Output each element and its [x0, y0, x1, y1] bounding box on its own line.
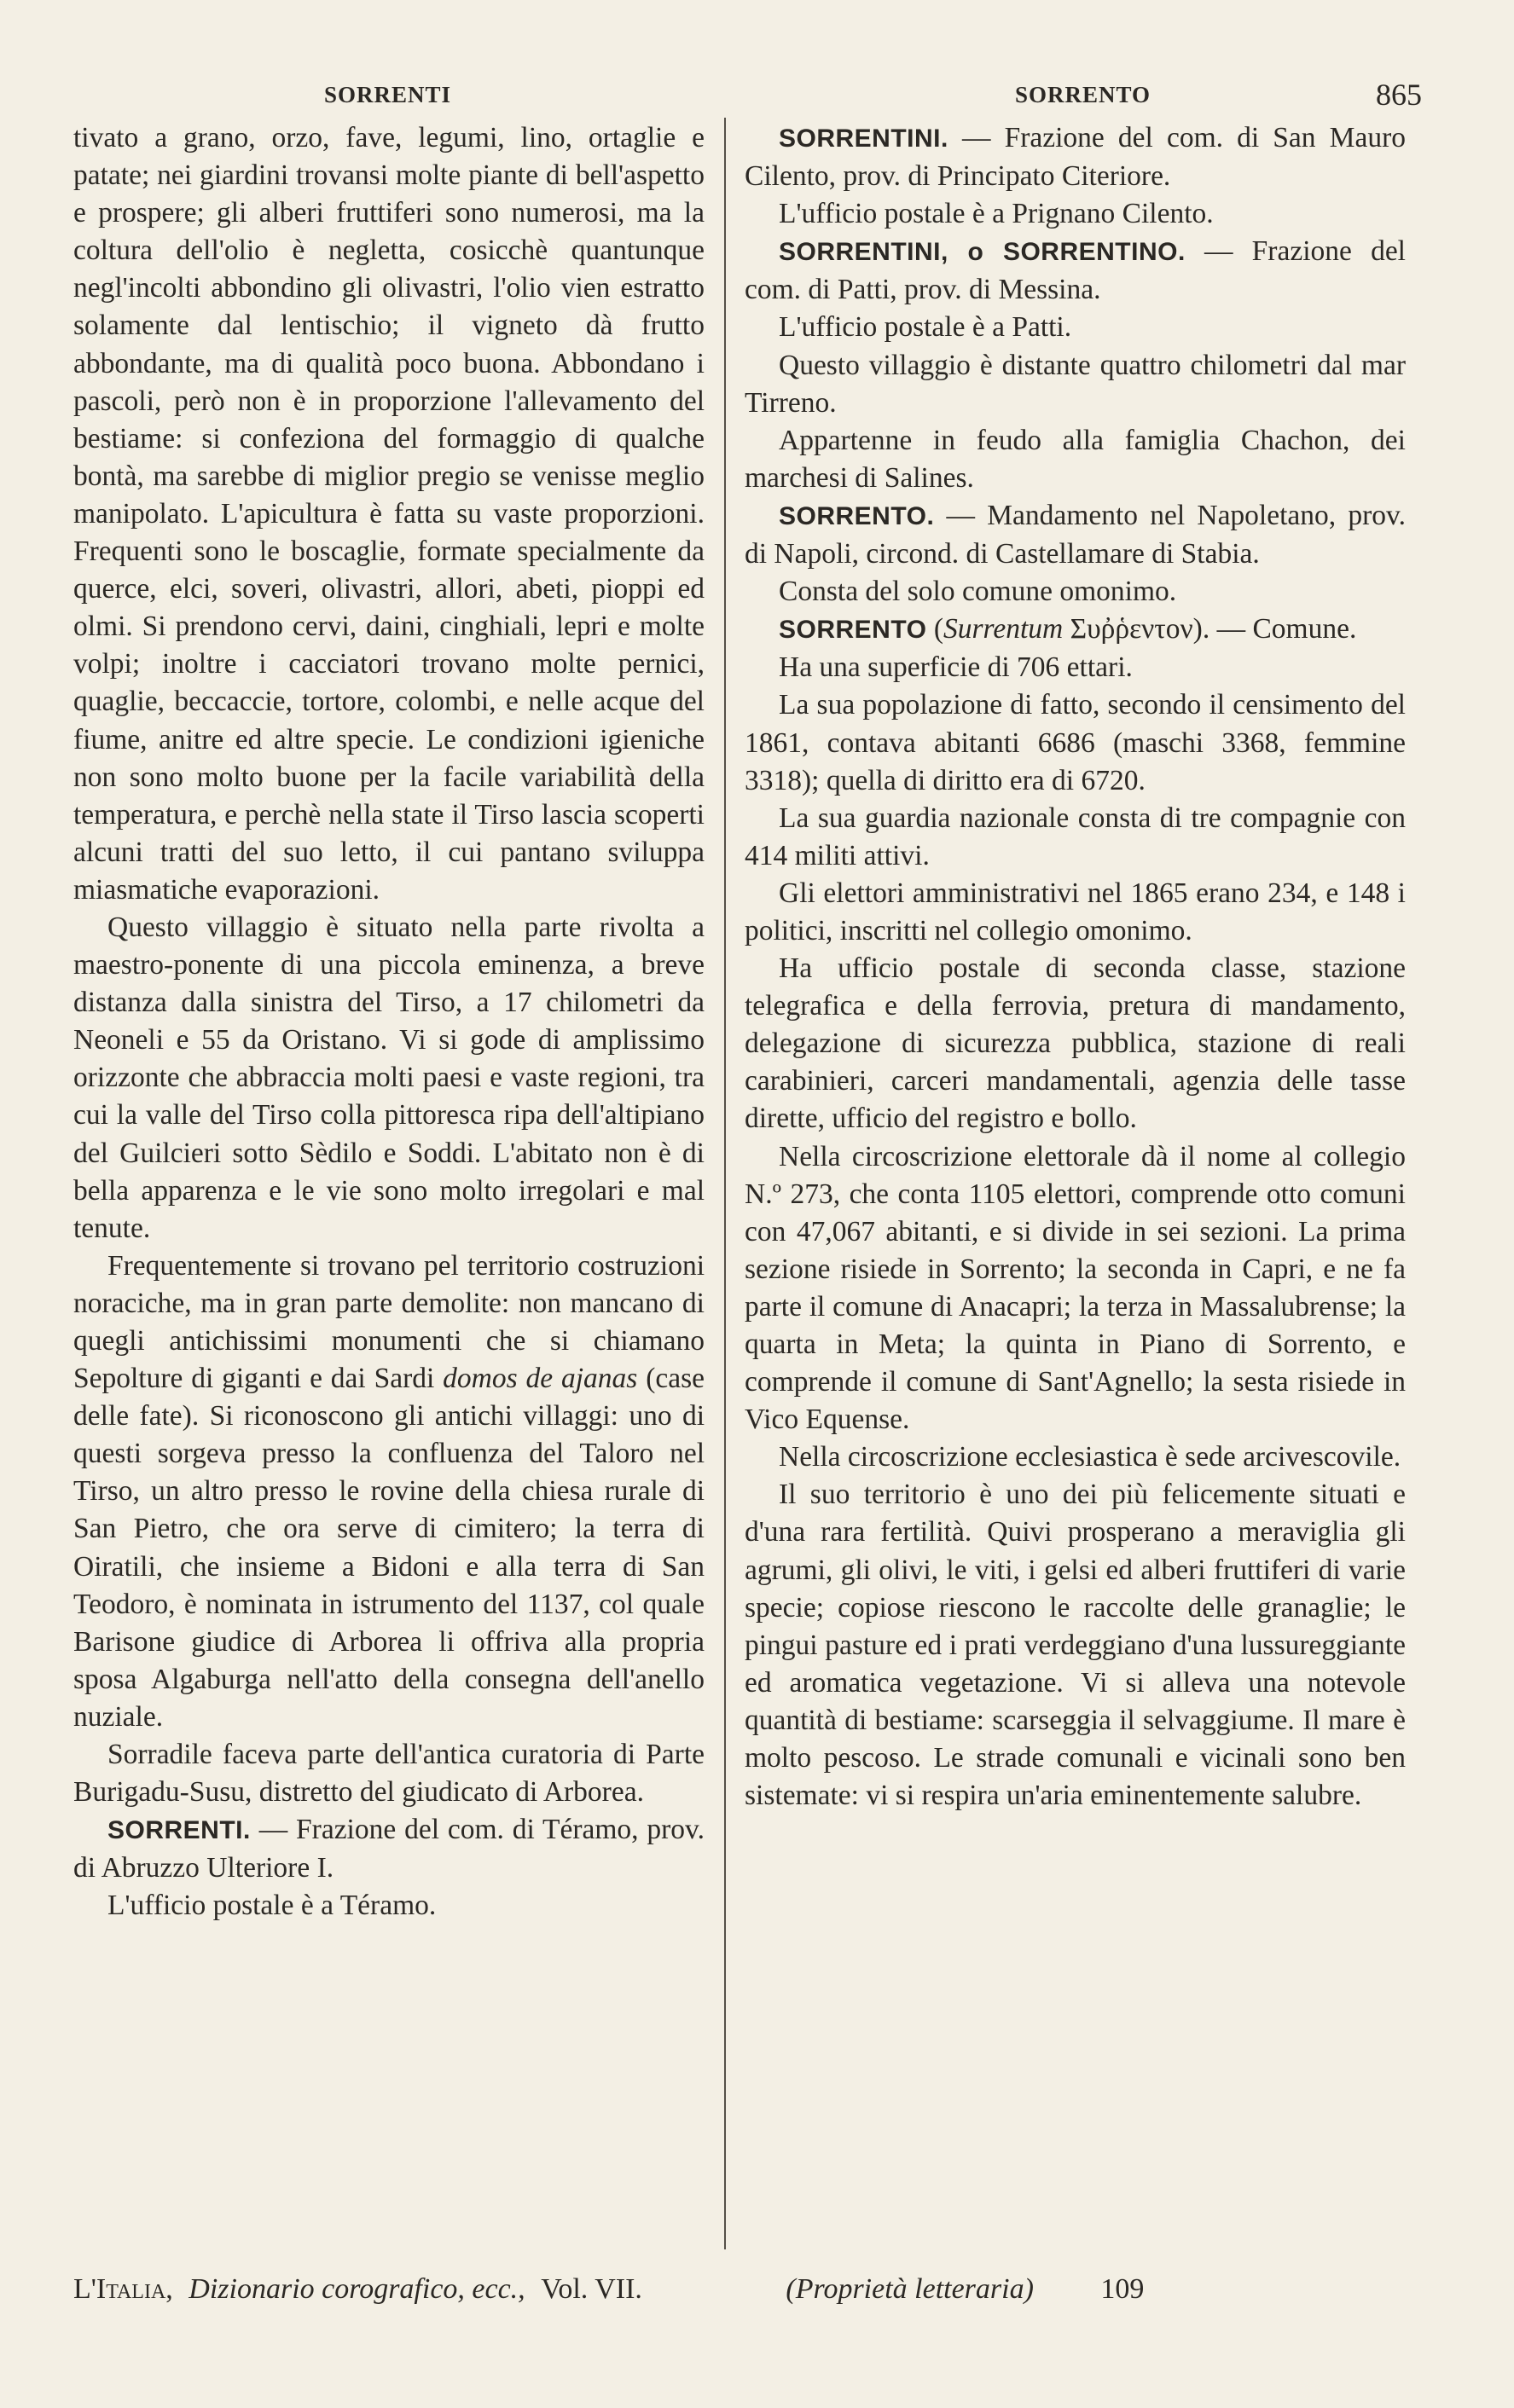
- paragraph: L'ufficio postale è a Prignano Cilento.: [779, 198, 1214, 230]
- footer-volume: Vol. VII.: [541, 2273, 642, 2305]
- page-number: 865: [1376, 78, 1422, 112]
- footer-title: Dizionario corografico, ecc.,: [189, 2273, 525, 2305]
- latin-name: Surrentum: [943, 613, 1064, 645]
- page-footer: [73, 2273, 1336, 2306]
- paragraph: L'ufficio postale è a Patti.: [779, 311, 1072, 344]
- footer-signature: 109: [1100, 2273, 1145, 2305]
- entry-text: — Mandamento nel Napoletano, prov. di Napoli, circond. di Castellamare di Stabia.: [745, 499, 1406, 570]
- running-head-left: SORRENTI: [324, 82, 452, 107]
- paragraph: Nella circoscrizione ecclesiastica è sede arcivescovile.: [779, 1441, 1401, 1473]
- entry-paragraph: [745, 497, 1406, 573]
- paragraph: tivato a grano, orzo, fave, legumi, lino, ortaglie e patate; nei giardini trovansi molte piante di bell'aspetto e prospere; gli alberi fruttiferi sono numerosi, ma la coltura dell'olio è negletta, cosicchè quantunque negl'incolti abbondino gli olivastri, l'olio vien estratto solamente dal lentischio; il vigneto dà frutto abbondante, ma di qualità poco buona. Abbondano i pascoli, però non è in proporzione l'allevamento del bestiame: si confeziona del formaggio di qualche bontà, ma sarebbe di miglior pregio se venisse meglio manipolato. L'apicultura è fatta su vaste proporzioni. Frequenti sono le boscaglie, formate specialmente da querce, elci, soveri, olivastri, allori, abeti, pioppi ed olmi. Si prendono cervi, daini, cinghiali, lepri e molte volpi; inoltre i cacciatori trovano molte pernici, quaglie, beccaccie, tortore, colombi, e nelle acque del fiume, anitre ed altre specie. Le condizioni igieniche non sono molto buone per la facile variabilità della temperatura, e perchè nella state il Tirso lascia scoperti alcuni tratti del suo letto, il cui pantano sviluppa miasmatiche evaporazioni.: [73, 122, 705, 906]
- entry-text: ). — Comune.: [1192, 613, 1357, 645]
- text-run: (: [926, 613, 943, 645]
- entry-heading: SORRENTO: [779, 616, 927, 645]
- paragraph: [73, 1247, 705, 1736]
- entry-heading: SORRENTO.: [779, 501, 935, 530]
- footer-rights: (Proprietà letteraria): [786, 2273, 1034, 2305]
- paragraph: Ha una superficie di 706 ettari.: [779, 651, 1133, 684]
- entry-text: — Frazione del com. di Téramo, prov. di Abruzzo Ulteriore I.: [73, 1814, 705, 1884]
- paragraph: Consta del solo comune omonimo.: [779, 576, 1177, 608]
- entry-heading: SORRENTI.: [107, 1816, 251, 1845]
- entry-paragraph: [745, 233, 1406, 309]
- entry-heading: SORRENTINI, o SORRENTINO.: [779, 238, 1186, 267]
- greek-name: Συῤῥεντον: [1063, 613, 1193, 645]
- text-run: (case delle fate). Si riconoscono gli antichi villaggi: uno di questi sorgeva presso la confluenza del Taloro nel Tirso, un altro presso le rovine della chiesa rurale di San Pietro, che ora serve di cimitero; la terra di Oiratili, che insieme a Bidoni e alla terra di San Teodoro, è nominata in istrumento del 1137, col quale Barisone giudice di Arborea li offriva alla propria sposa Algaburga nell'atto della consegna dell'anello nuziale.: [73, 1363, 705, 1733]
- paragraph: La sua guardia nazionale consta di tre compagnie con 414 militi attivi.: [745, 802, 1406, 871]
- running-head-right: SORRENTO: [1015, 82, 1151, 107]
- entry-text: — Frazione del com. di San Mauro Cilento, prov. di Principato Citeriore.: [745, 122, 1406, 193]
- paragraph: Gli elettori amministrativi nel 1865 erano 234, e 148 i politici, inscritti nel collegio omonimo.: [745, 877, 1406, 946]
- paragraph: Ha ufficio postale di seconda classe, stazione telegrafica e della ferrovia, pretura di mandamento, delegazione di sicurezza pubblica, stazione di reali carabinieri, carceri mandamentali, agenzia delle tasse dirette, ufficio del registro e bollo.: [745, 952, 1406, 1135]
- paragraph: L'ufficio postale è a Téramo.: [107, 1890, 437, 1922]
- paragraph: Nella circoscrizione elettorale dà il nome al collegio N.º 273, che conta 1105 elettori, comprende otto comuni con 47,067 abitanti, e si divide in sei sezioni. La prima sezione risiede in Sorrento; la seconda in Capri, e ne fa parte il comune di Anacapri; la terza in Massalubrense; la quarta in Meta; la quinta in Piano di Sorrento, e comprende il comune di Sant'Agnello; la sesta risiede in Vico Equense.: [745, 1140, 1406, 1436]
- paragraph: Questo villaggio è situato nella parte rivolta a maestro-ponente di una piccola eminenza, a breve distanza dalla sinistra del Tirso, a 17 chilometri da Neoneli e 55 da Oristano. Vi si gode di amplissimo orizzonte che abbraccia molti paesi e vaste regioni, tra cui la valle del Tirso colla pittoresca ripa dell'altipiano del Guilcieri sotto Sèdilo e Soddi. L'abitato non è di bella apparenza e le vie sono molto irregolari e mal tenute.: [73, 911, 705, 1244]
- text-run: Frequentemente si trovano pel territorio costruzioni noraciche, ma in gran parte demolite: non mancano di quegli antichissimi monumenti che si chiamano Sepolture di giganti e dai Sardi: [73, 1249, 705, 1395]
- entry-heading: SORRENTINI.: [779, 124, 948, 153]
- paragraph: Appartenne in feudo alla famiglia Chachon, dei marchesi di Salines.: [745, 424, 1406, 494]
- entry-text: — Frazione del com. di Patti, prov. di Messina.: [745, 235, 1406, 306]
- entry-paragraph: [73, 1811, 705, 1887]
- italic-term: domos de ajanas: [443, 1363, 638, 1395]
- paragraph: Questo villaggio è distante quattro chilometri dal mar Tirreno.: [745, 349, 1406, 419]
- entry-paragraph: [745, 611, 1406, 649]
- paragraph: Sorradile faceva parte dell'antica curatoria di Parte Burigadu-Susu, distretto del giudicato di Arborea.: [73, 1739, 705, 1809]
- paragraph: Il suo territorio è uno dei più felicemente situati e d'una rara fertilità. Quivi prosperano a meraviglia gli agrumi, gli olivi, le viti, i gelsi ed alberi fruttiferi di varie specie; copiose riescono le raccolte delle granaglie; le pingui pasture ed i prati verdeggiano d'una lussureggiante ed aromatica vegetazione. Vi si alleva una notevole quantità di bestiame: scarseggia il selvaggiume. Il mare è molto pescoso. Le strade comunali e vicinali sono ben sistemate: vi si respira un'aria eminentemente salubre.: [745, 1479, 1406, 1812]
- right-column: [745, 119, 1406, 1815]
- left-column: [73, 119, 705, 1925]
- column-divider: [724, 118, 726, 2249]
- entry-paragraph: [745, 119, 1406, 195]
- paragraph: La sua popolazione di fatto, secondo il censimento del 1861, contava abitanti 6686 (maschi 3368, femmine 3318); quella di diritto era di 6720.: [745, 689, 1406, 796]
- footer-publication: L'Italia,: [73, 2273, 173, 2305]
